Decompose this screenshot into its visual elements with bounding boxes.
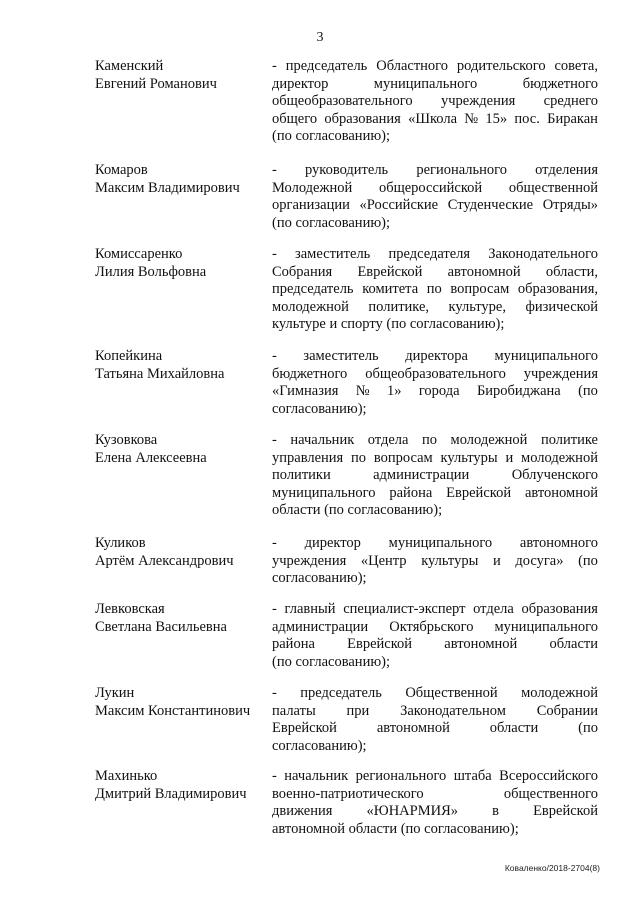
member-name xyxy=(95,246,265,281)
member-name xyxy=(95,685,265,720)
member-given-names: Максим Константинович xyxy=(95,702,251,719)
member-role xyxy=(272,348,598,418)
role-line: управления по вопросам культуры и молодежной xyxy=(272,449,598,466)
member-surname: Комаров xyxy=(95,162,148,178)
member-name xyxy=(95,58,265,93)
role-line: (по согласованию); xyxy=(272,653,391,670)
member-surname: Копейкина xyxy=(95,348,163,364)
member-surname: Куликов xyxy=(95,535,146,551)
role-line: - главный специалист-эксперт отдела образования xyxy=(272,601,598,617)
role-line: Собрания Еврейской автономной области, xyxy=(272,263,598,280)
member-given-names: Артём Александрович xyxy=(95,552,234,569)
member-surname: Каменский xyxy=(95,58,164,74)
member-role xyxy=(272,601,598,671)
member-surname: Левковская xyxy=(95,601,165,617)
role-line: района Еврейской автономной области xyxy=(272,636,598,653)
role-line: председатель комитета по вопросам образования, xyxy=(272,281,598,298)
role-line: политики администрации Облученского xyxy=(272,467,598,484)
member-name xyxy=(95,535,265,570)
role-line: - заместитель председателя Законодательного xyxy=(272,246,598,262)
role-line: - председатель Областного родительского совета, xyxy=(272,58,598,74)
role-line: - руководитель регионального отделения xyxy=(272,162,598,178)
member-given-names: Татьяна Михайловна xyxy=(95,365,225,382)
role-line: согласованию); xyxy=(272,570,367,587)
role-line: общеобразовательного учреждения среднего xyxy=(272,93,598,110)
member-surname: Комиссаренко xyxy=(95,246,183,262)
role-line: Молодежной общероссийской общественной xyxy=(272,179,598,196)
role-line: Еврейской автономной области (по xyxy=(272,720,598,737)
member-role xyxy=(272,768,598,838)
member-surname: Лукин xyxy=(95,685,135,701)
role-line: (по согласованию); xyxy=(272,214,391,231)
member-name xyxy=(95,432,265,467)
role-line: - заместитель директора муниципального xyxy=(272,348,598,364)
role-line: согласованию); xyxy=(272,400,367,417)
member-surname: Кузовкова xyxy=(95,432,158,448)
document-reference-code: Коваленко/2018-2704(8) xyxy=(504,863,600,873)
role-line: движения «ЮНАРМИЯ» в Еврейской xyxy=(272,803,598,820)
member-role xyxy=(272,685,598,755)
member-role xyxy=(272,535,598,588)
role-line: (по согласованию); xyxy=(272,128,391,145)
role-line: военно-патриотического общественного xyxy=(272,785,598,802)
member-given-names: Евгений Романович xyxy=(95,75,217,92)
role-line: общего образования «Школа № 15» пос. Биракан xyxy=(272,110,598,127)
member-role xyxy=(272,58,598,146)
role-line: учреждения «Центр культуры и досуга» (по xyxy=(272,552,598,569)
member-given-names: Дмитрий Владимирович xyxy=(95,785,247,802)
member-name xyxy=(95,348,265,383)
role-line: согласованию); xyxy=(272,737,367,754)
role-line: «Гимназия № 1» города Биробиджана (по xyxy=(272,383,598,400)
role-line: администрации Октябрьского муниципального xyxy=(272,618,598,635)
member-surname: Махинько xyxy=(95,768,158,784)
role-line: - директор муниципального автономного xyxy=(272,535,598,551)
role-line: директор муниципального бюджетного xyxy=(272,75,598,92)
role-line: бюджетного общеобразовательного учреждения xyxy=(272,365,598,382)
member-given-names: Светлана Васильевна xyxy=(95,618,227,635)
role-line: - начальник регионального штаба Всероссийского xyxy=(272,768,598,784)
role-line: области (по согласованию); xyxy=(272,502,443,519)
member-name xyxy=(95,601,265,636)
role-line: - начальник отдела по молодежной политике xyxy=(272,432,598,448)
member-name xyxy=(95,162,265,197)
member-given-names: Максим Владимирович xyxy=(95,179,240,196)
role-line: организации «Российские Студенческие Отряды» xyxy=(272,197,598,214)
role-line: автономной области (по согласованию); xyxy=(272,820,519,837)
member-role xyxy=(272,432,598,520)
role-line: - председатель Общественной молодежной xyxy=(272,685,598,701)
page-number: 3 xyxy=(316,30,324,45)
member-given-names: Елена Алексеевна xyxy=(95,449,207,466)
member-role xyxy=(272,162,598,232)
role-line: палаты при Законодательном Собрании xyxy=(272,702,598,719)
role-line: культуре и спорту (по согласованию); xyxy=(272,316,505,333)
member-name xyxy=(95,768,265,803)
member-given-names: Лилия Вольфовна xyxy=(95,263,207,280)
member-role xyxy=(272,246,598,334)
role-line: муниципального района Еврейской автономной xyxy=(272,484,598,501)
role-line: молодежной политике, культуре, физической xyxy=(272,298,598,315)
